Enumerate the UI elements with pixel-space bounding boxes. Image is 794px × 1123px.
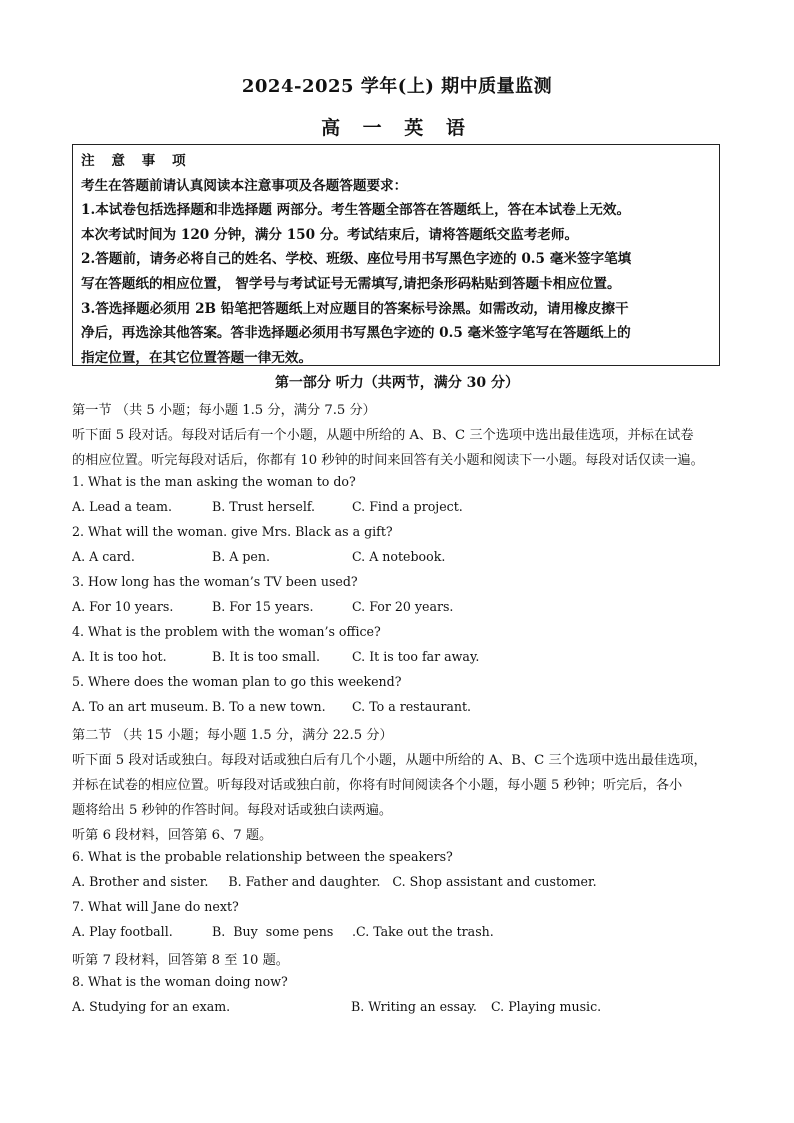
- question-7: 7. What will Jane do next?: [72, 899, 239, 914]
- material-6-note: 听第 6 段材料，回答第 6、7 题。: [72, 828, 273, 843]
- option-c: C. A notebook.: [352, 549, 446, 564]
- section2-heading: 第二节 （共 15 小题；每小题 1.5 分，满分 22.5 分）: [72, 728, 393, 743]
- option-a: A. Studying for an exam.: [72, 999, 231, 1014]
- option-b: B. It is too small.: [212, 649, 320, 664]
- option-c: .C. Take out the trash.: [352, 924, 494, 939]
- question-6: 6. What is the probable relationship between the speakers?: [72, 849, 453, 864]
- part1-title: 第一部分 听力（共两节，满分 30 分）: [274, 375, 520, 391]
- notice-box: [72, 144, 720, 366]
- option-b: B. A pen.: [212, 549, 270, 564]
- question-1: 1. What is the man asking the woman to do?: [72, 474, 356, 489]
- question-6-options: A. Brother and sister. B. Father and daughter. C. Shop assistant and customer.: [72, 874, 597, 889]
- option-a: A. To an art museum.: [72, 699, 209, 714]
- question-5: 5. Where does the woman plan to go this weekend?: [72, 674, 402, 689]
- question-3: 3. How long has the woman’s TV been used?: [72, 574, 358, 589]
- section1-heading: 第一节 （共 5 小题；每小题 1.5 分，满分 7.5 分）: [72, 403, 376, 418]
- notice-heading: 注 意 事 项: [81, 153, 192, 169]
- option-a: A. Play football.: [72, 924, 173, 939]
- notice-line: 净后，再选涂其他答案。答非选择题必须用书写黑色字迹的 0.5 毫米签字笔写在答题纸上的: [81, 325, 631, 342]
- option-b: B. To a new town.: [212, 699, 326, 714]
- notice-line: 3.答选择题必须用 2B 铅笔把答题纸上对应题目的答案标号涂黑。如需改动，请用橡皮擦干: [81, 300, 629, 317]
- option-b: B. For 15 years.: [212, 599, 314, 614]
- notice-line: 考生在答题前请认真阅读本注意事项及各题答题要求：: [81, 177, 408, 194]
- exam-subject: 高 一 英 语: [321, 117, 473, 139]
- notice-line: 2.答题前，请务必将自己的姓名、学校、班级、座位号用书写黑色字迹的 0.5 毫米签字笔填: [81, 251, 632, 268]
- question-2: 2. What will the woman. give Mrs. Black as a gift?: [72, 524, 393, 539]
- option-c: C. Find a project.: [352, 499, 463, 514]
- notice-line: 本次考试时间为 120 分钟，满分 150 分。考试结束后，请将答题纸交监考老师。: [81, 226, 579, 243]
- question-8: 8. What is the woman doing now?: [72, 974, 288, 989]
- option-b: B. Trust herself.: [212, 499, 316, 514]
- section2-instruction: 并标在试卷的相应位置。听每段对话或独白前，你将有时间阅读各个小题，每小题 5 秒钟；听完后，各小: [72, 778, 683, 793]
- option-b: B. Buy some pens: [212, 924, 334, 939]
- section1-instruction: 的相应位置。听完每段对话后，你都有 10 秒钟的时间来回答有关小题和阅读下一小题。每段对话仅读一遍。: [72, 453, 704, 468]
- notice-line: 指定位置，在其它位置答题一律无效。: [81, 349, 313, 366]
- option-c: C. To a restaurant.: [352, 699, 472, 714]
- option-c: C. It is too far away.: [352, 649, 480, 664]
- option-a: A. For 10 years.: [72, 599, 174, 614]
- option-c: C. For 20 years.: [352, 599, 454, 614]
- notice-line: 写在答题纸的相应位置， 智学号与考试证号无需填写,请把条形码粘贴到答题卡相应位置。: [81, 275, 621, 292]
- option-a: A. It is too hot.: [72, 649, 167, 664]
- option-a: A. Lead a team.: [72, 499, 172, 514]
- material-7-note: 听第 7 段材料，回答第 8 至 10 题。: [72, 953, 289, 968]
- section2-instruction: 题将给出 5 秒钟的作答时间。每段对话或独白读两遍。: [72, 803, 393, 818]
- notice-line: 1.本试卷包括选择题和非选择题 两部分。考生答题全部答在答题纸上，答在本试卷上无效。: [81, 202, 631, 219]
- option-b: B. Writing an essay.: [351, 999, 477, 1014]
- section1-instruction: 听下面 5 段对话。每段对话后有一个小题，从题中所给的 A、B、C 三个选项中选出最佳选项，并标在试卷: [72, 428, 694, 443]
- option-a: A. A card.: [72, 549, 135, 564]
- question-4: 4. What is the problem with the woman’s office?: [72, 624, 381, 639]
- section2-instruction: 听下面 5 段对话或独白。每段对话或独白后有几个小题，从题中所给的 A、B、C 三个选项中选出最佳选项，: [72, 753, 707, 768]
- exam-title: 2024-2025 学年(上) 期中质量监测: [241, 76, 553, 97]
- option-c: C. Playing music.: [491, 999, 602, 1014]
